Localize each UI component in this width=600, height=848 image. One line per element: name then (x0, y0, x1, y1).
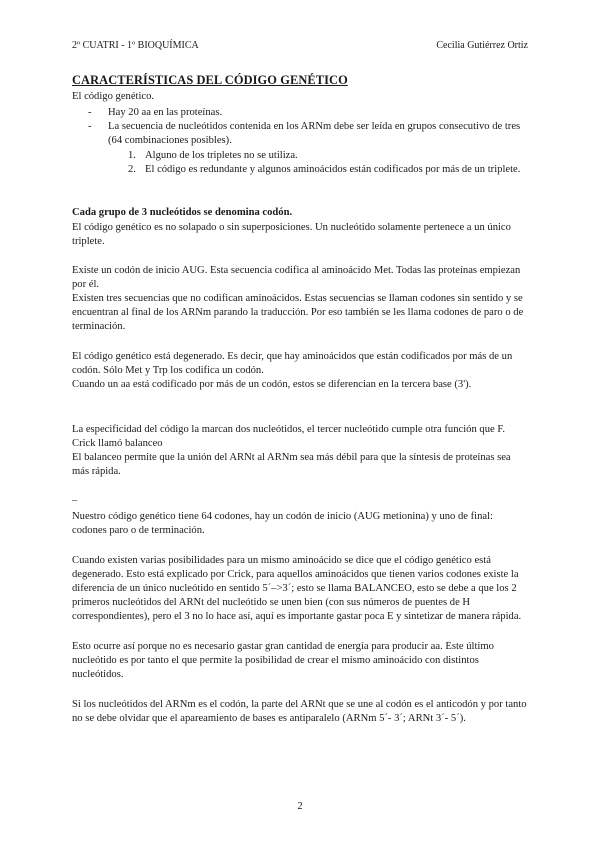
subitem-text: Alguno de los tripletes no se utiliza. (145, 150, 298, 161)
intro-text: El código genético. (72, 91, 155, 102)
separator-dash: – (72, 495, 78, 506)
paragraph-energy: Esto ocurre así porque no es necesario gastar gran cantidad de energía para producir aa. Este último nucleótido es por tanto el que permite la posibilidad de crear el mismo aminoácido con distintos nucleótidos. (72, 641, 494, 680)
paragraph-wobble: La especificidad del código la marcan dos nucleótidos, el tercer nucleótido cumple otra función que F. Crick llamó balanceo (72, 424, 506, 449)
paragraph-stop-codons: Existen tres secuencias que no codifican aminoácidos. Estas secuencias se llaman codones sin sentido y se encuentran al final de los ARNm parando la traducción. Por eso también se les llama codones de paro o de terminación. (72, 293, 524, 332)
bullet-text: Hay 20 aa en las proteínas. (108, 107, 223, 118)
header-left: 2º CUATRI - 1º BIOQUÍMICA (72, 40, 199, 51)
bullet-text: La secuencia de nucleótidos contenida en los ARNm debe ser leída en grupos consecutivo de tres (64 combinaciones posibles). (108, 121, 521, 146)
paragraph-third-base: Cuando un aa está codificado por más de un codón, estos se diferencian en la tercera base (3'). (72, 379, 472, 390)
subitem-marker: 1. (128, 150, 136, 161)
subitem-text: El código es redundante y algunos aminoácidos están codificados por más de un triplete. (145, 164, 521, 175)
paragraph-wobble-effect: El balanceo permite que la unión del ARNt al ARNm sea más débil para que la síntesis de proteínas sea más rápida. (72, 452, 511, 477)
paragraph-start-codon: Existe un codón de inicio AUG. Esta secuencia codifica al aminoácido Met. Todas las proteínas empiezan por él. (72, 265, 521, 290)
bullet-marker: - (88, 121, 92, 132)
subitem-marker: 2. (128, 164, 136, 175)
paragraph-64-codons: Nuestro código genético tiene 64 codones, hay un codón de inicio (AUG metionina) y uno de final: codones paro o de terminación. (72, 511, 493, 536)
paragraph-degenerate: El código genético está degenerado. Es decir, que hay aminoácidos que están codificados por más de un codón. Sólo Met y Trp los codifica un codón. (72, 351, 513, 376)
bullet-marker: - (88, 107, 92, 118)
paragraph-crick: Cuando existen varias posibilidades para un mismo aminoácido se dice que el código genético está degenerado. Esto está explicado por Crick, para aquellos aminoácidos que tienen varios codones existe la diferencia de un único nucleótido en sentido 5´–>3´; esto se llama BALANCEO, esto se debe a que los 2 primeros nucleótidos del ARNt del nucleótido se unen bien (con sus números de puentes de H correspondientes), pero el 3 no lo hace así, aquí es importante gastar poca E y sintetizar de manera rápida. (72, 555, 522, 622)
section-heading: Cada grupo de 3 nucleótidos se denomina codón. (72, 207, 293, 218)
page-title: CARACTERÍSTICAS DEL CÓDIGO GENÉTICO (72, 73, 348, 87)
header-right: Cecilia Gutiérrez Ortiz (436, 40, 528, 51)
paragraph-anticodon: Si los nucleótidos del ARNm es el codón, la parte del ARNt que se une al codón es el anticodón y por tanto no se debe olvidar que el apareamiento de bases es antiparalelo (ARNm 5´- 3´; ARNt 3´- 5´). (72, 699, 527, 724)
page-number: 2 (297, 801, 303, 812)
paragraph-overlap: El código genético es no solapado o sin superposiciones. Un nucleótido solamente pertenece a un único triplete. (72, 222, 511, 247)
